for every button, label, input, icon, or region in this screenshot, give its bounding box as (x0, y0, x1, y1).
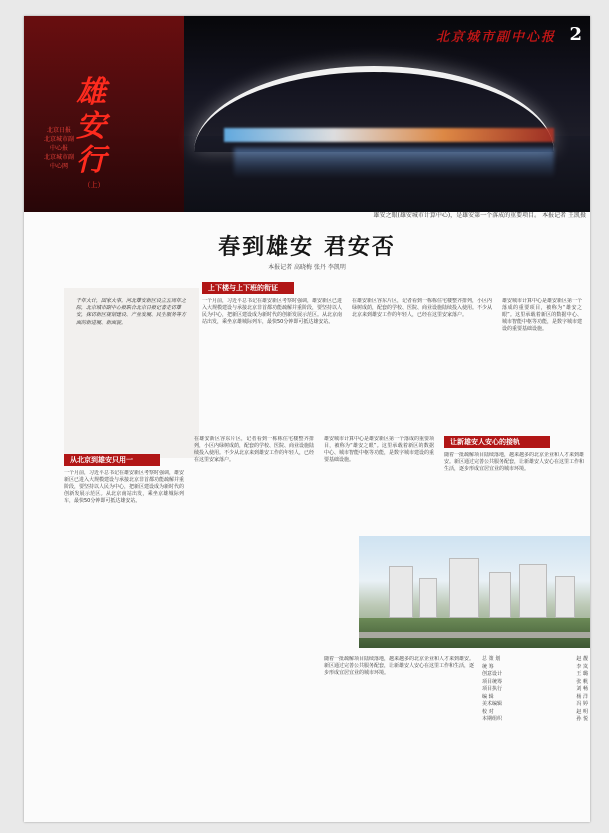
photo-caption: 雄安之眼(雄安城市计算中心)，是雄安第一个落成的重要项目。 本报记者 王凯摄 (373, 212, 586, 219)
staff-role: 校 对 (482, 708, 494, 715)
page-number: 2 (569, 24, 582, 45)
staff-role: 项目执行 (482, 686, 503, 692)
article-column: 一个月前，习近平总书记在雄安新区考察时强调，雄安新区已进入大规模建设与承接北京非首都功能疏解并重阶段，要坚持以人民为中心，把新区建设成为新时代的创新发展示范区。从北京南站出发，乘坐京雄城际列车，最快50分钟即可抵达雄安站。 (64, 470, 184, 504)
staff-row (482, 709, 588, 717)
staff-row (482, 656, 588, 664)
staff-row (482, 716, 588, 724)
staff-row (482, 686, 588, 694)
publisher-tag: 北京城市副中心网 (44, 154, 75, 170)
article-column: 雄安城市计算中心是雄安新区第一个落成的重要项目，被称为“雄安之眼”。这里承载着新区的数据中心、城市智能中枢等功能，是数字城市建设的重要基础设施。 (324, 436, 434, 463)
article-column: 随着一批疏解项目陆续落地，越来越多的北京企业和人才来到雄安。新区通过完善公共服务配套，让新雄安人安心在这里工作和生活，逐步形成宜居宜业的城市环境。 (324, 656, 474, 676)
masthead: 北京城市副中心报 (435, 30, 556, 45)
staff-name: 张 帆 (576, 678, 588, 685)
article-column: 在雄安新区容东片区，记者看到一栋栋住宅楼整齐排列，小区内绿树成荫，配套的学校、医院、商业设施陆续投入使用。不少从北京来到雄安工作的年轻人，已经在这里安家落户。 (194, 436, 314, 463)
city-photo (359, 536, 590, 648)
article-column: 在雄安新区容东片区，记者看到一栋栋住宅楼整齐排列，小区内绿树成荫，配套的学校、医院、商业设施陆续投入使用。不少从北京来到雄安工作的年轻人，已经在这里安家落户。 (352, 298, 492, 318)
staff-role: 项目统筹 (482, 678, 503, 685)
building-shape (449, 558, 479, 618)
staff-name: 杨 洋 (576, 693, 588, 700)
staff-name: 刘 畅 (576, 686, 588, 692)
headline: 春到雄安 君安否 (218, 234, 396, 260)
staff-role: 总 策 划 (482, 656, 501, 662)
staff-name: 冯 婷 (576, 701, 588, 707)
article-column: 一个月前，习近平总书记在雄安新区考察时强调，雄安新区已进入大规模建设与承接北京非首都功能疏解并重阶段，要坚持以人民为中心，把新区建设成为新时代的创新发展示范区。从北京南站出发，乘坐京雄城际列车，最快50分钟即可抵达雄安站。 (202, 298, 342, 325)
staff-name: 李 岚 (576, 663, 588, 670)
building-shape (519, 564, 547, 618)
staff-role: 创意设计 (482, 671, 503, 677)
staff-name: 赵 明 (576, 708, 588, 715)
building-shape (419, 578, 437, 618)
staff-list (482, 656, 588, 724)
building-shape (555, 576, 575, 618)
section-heading: 上下楼与上下班的衔证 (202, 282, 294, 294)
staff-role: 统 筹 (482, 663, 494, 670)
road (359, 632, 590, 638)
article-column: 随着一批疏解项目陆续落地，越来越多的北京企业和人才来到雄安。新区通过完善公共服务配套，让新雄安人安心在这里工作和生活，逐步形成宜居宜业的城市环境。 (444, 452, 584, 472)
lead-text: 千年大计，国家大事。河北雄安新区设立五周年之际，北京城市副中心报联合北京日报记者走访雄安，探访新区规划建设、产业发展、民生服务等方面的新进展、新面貌。 (76, 298, 187, 326)
publisher-tag: 北京日报 (46, 127, 71, 134)
staff-row (482, 679, 588, 687)
staff-row (482, 694, 588, 702)
staff-row (482, 671, 588, 679)
staff-role: 编 辑 (482, 693, 494, 700)
header-photo (24, 16, 590, 212)
series-title-part: （上） (83, 181, 105, 189)
water-reflection (234, 148, 554, 178)
staff-role: 本期组织 (482, 716, 503, 722)
series-title: 雄安行 (76, 75, 106, 178)
staff-name: 孙 悦 (576, 716, 588, 722)
article-column: 雄安城市计算中心是雄安新区第一个落成的重要项目，被称为“雄安之眼”。这里承载着新区的数据中心、城市智能中枢等功能，是数字城市建设的重要基础设施。 (502, 298, 582, 332)
building-light-strip (224, 128, 554, 142)
newspaper-page (24, 16, 590, 822)
byline: 本报记者 高晓梅 张丹 李凯明 (268, 264, 346, 271)
staff-name: 赵 靓 (576, 656, 588, 662)
staff-row (482, 664, 588, 672)
staff-row (482, 701, 588, 709)
building-shape (489, 572, 511, 618)
publisher-tags (44, 126, 74, 171)
publisher-tag: 北京城市副中心报 (44, 136, 75, 152)
building-shape (389, 566, 413, 618)
section-heading: 从北京到雄安只用一 (64, 454, 160, 466)
staff-name: 王 璐 (576, 671, 588, 677)
section-heading: 让新雄安人安心的接轨 (444, 436, 550, 448)
staff-role: 美术编辑 (482, 701, 503, 707)
